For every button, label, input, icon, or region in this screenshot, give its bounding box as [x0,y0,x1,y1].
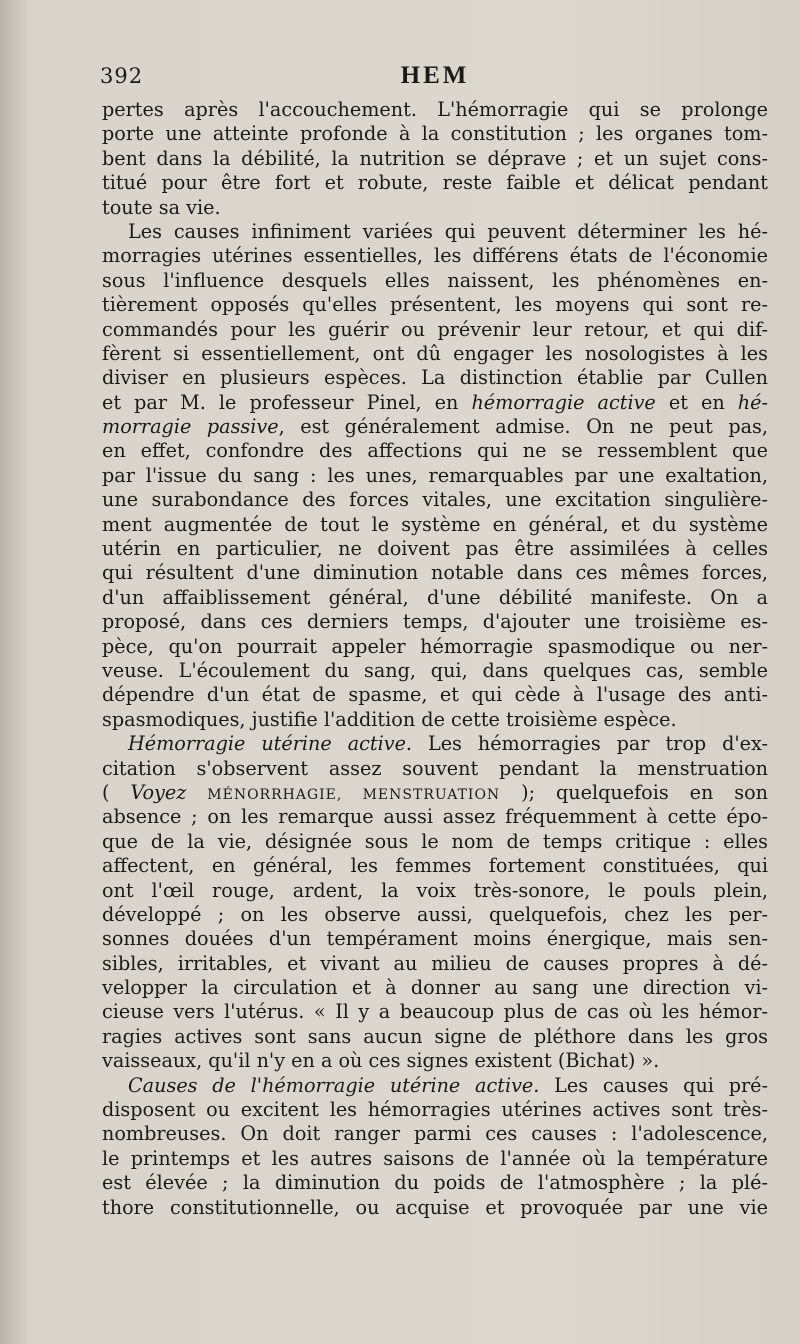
italic-segment: Voyez [130,780,187,804]
text-line [102,391,768,415]
text-segment: d'un affaiblissement général, d'une débilité manifeste. On a [102,585,768,609]
text-line [102,488,768,512]
text-segment: citation s'observent assez souvent pendant la menstruation [102,756,768,780]
small-caps-segment: MÉNORRHAGIE, MENSTRUATION [207,786,501,803]
text-segment: et par M. le professeur Pinel, en [102,390,472,414]
text-segment: velopper la circulation et à donner au sang une direction vi- [102,976,768,1000]
text-segment: est élevée ; la diminution du poids de l'atmosphère ; la plé- [102,1171,768,1195]
text-segment: sonnes douées d'un tempérament moins énergique, mais sen- [102,927,768,951]
text-line [102,342,768,366]
text-segment: veuse. L'écoulement du sang, qui, dans quelques cas, semble [102,658,768,682]
text-segment: nombreuses. On doit ranger parmi ces causes : l'adolescence, [102,1122,768,1146]
text-segment: thore constitutionnelle, ou acquise et provoquée par une vie [102,1195,768,1219]
text-line [102,610,768,634]
text-line [102,903,768,927]
text-segment: qui résultent d'une diminution notable dans ces mêmes forces, [102,561,768,585]
text-segment: fèrent si essentiellement, ont dû engager les nosologistes à les [102,341,768,365]
text-segment: disposent ou excitent les hémorragies utérines actives sont très- [102,1098,768,1122]
text-line [102,1098,768,1122]
text-line [102,586,768,610]
text-line [102,1074,768,1098]
text-segment: que de la vie, désignée sous le nom de temps critique : elles [102,829,768,853]
text-line [102,830,768,854]
text-line [102,147,768,171]
text-segment: pèce, qu'on pourrait appeler hémorragie spasmodique ou ner- [102,634,768,658]
text-line [102,1122,768,1146]
text-segment: Les causes infiniment variées qui peuvent déterminer les hé- [128,219,768,243]
text-line [102,1196,768,1220]
body-text [102,98,768,1220]
text-line [102,708,768,732]
text-segment: affectent, en général, les femmes fortement constituées, qui [102,854,768,878]
text-segment: ); quelquefois en son [500,780,768,804]
text-line [102,561,768,585]
text-line [102,269,768,293]
text-segment: le printemps et les autres saisons de l'année où la température [102,1146,768,1170]
italic-segment: hé- [737,390,768,414]
text-line [102,927,768,951]
text-segment: spasmodiques, justifie l'addition de cette troisième espèce. [102,707,677,731]
text-line [102,244,768,268]
text-segment: proposé, dans ces derniers temps, d'ajouter une troisième es- [102,610,768,634]
text-segment: et en [655,390,738,414]
text-line [102,537,768,561]
text-line [102,293,768,317]
italic-segment: Causes de l'hémorragie utérine active. [128,1073,540,1097]
text-line [102,464,768,488]
running-head: HEM [400,62,470,89]
text-segment: vaisseaux, qu'il n'y en a où ces signes existent (Bichat) ». [102,1049,660,1073]
text-line [102,1147,768,1171]
text-line [102,439,768,463]
text-segment: titué pour être fort et robute, reste faible et délicat pendant [102,171,768,195]
text-segment: par l'issue du sang : les unes, remarquables par une exaltation, [102,463,768,487]
text-segment: , est généralement admise. On ne peut pas, [278,415,768,439]
text-segment: ont l'œil rouge, ardent, la voix très-sonore, le pouls plein, [102,878,768,902]
text-line [102,366,768,390]
text-line [102,318,768,342]
text-line [102,854,768,878]
text-segment: cieuse vers l'utérus. « Il y a beaucoup plus de cas où les hémor- [102,1000,768,1024]
italic-segment: morragie passive [102,415,279,439]
text-line [102,976,768,1000]
italic-segment: hémorragie active [471,390,656,414]
text-line [102,1000,768,1024]
text-line [102,732,768,756]
text-segment: ragies actives sont sans aucun signe de pléthore dans les gros [102,1024,768,1048]
text-segment: diviser en plusieurs espèces. La distinction établie par Cullen [102,366,768,390]
text-line [102,1171,768,1195]
italic-segment: Hémorragie utérine active. [128,732,413,756]
text-segment: tièrement opposés qu'elles présentent, les moyens qui sont re- [102,293,768,317]
text-segment: toute sa vie. [102,195,221,219]
text-segment [186,781,207,804]
text-segment: absence ; on les remarque aussi assez fréquemment à cette épo- [102,805,768,829]
text-segment: sous l'influence desquels elles naissent, les phénomènes en- [102,268,768,292]
text-segment: bent dans la débilité, la nutrition se déprave ; et un sujet cons- [102,146,768,170]
text-line [102,1049,768,1073]
text-line [102,805,768,829]
text-line [102,952,768,976]
text-segment: commandés pour les guérir ou prévenir leur retour, et qui dif- [102,317,768,341]
text-segment: sibles, irritables, et vivant au milieu de causes propres à dé- [102,951,768,975]
text-line [102,415,768,439]
text-line [102,171,768,195]
text-segment: développé ; on les observe aussi, quelquefois, chez les per- [102,902,768,926]
text-line [102,683,768,707]
text-line [102,781,768,805]
text-segment: porte une atteinte profonde à la constitution ; les organes tom- [102,122,768,146]
text-segment: utérin en particulier, ne doivent pas être assimilées à celles [102,537,768,561]
text-line [102,513,768,537]
text-segment: morragies utérines essentielles, les différens états de l'économie [102,244,768,268]
text-segment: en effet, confondre des affections qui ne se ressemblent que [102,439,768,463]
page-header [100,62,770,96]
text-segment: ( [102,780,131,804]
text-line [102,879,768,903]
text-line [102,1025,768,1049]
text-line [102,122,768,146]
text-line [102,220,768,244]
text-line [102,196,768,220]
text-line [102,98,768,122]
text-segment: Les hémorragies par trop d'ex- [412,732,768,756]
page-number: 392 [100,64,144,88]
text-segment: dépendre d'un état de spasme, et qui cède à l'usage des anti- [102,683,768,707]
text-segment: pertes après l'accouchement. L'hémorragie qui se prolonge [102,98,768,121]
text-line [102,757,768,781]
text-line [102,659,768,683]
text-line [102,635,768,659]
text-segment: ment augmentée de tout le système en général, et du système [102,512,768,536]
text-segment: Les causes qui pré- [539,1073,768,1097]
text-segment: une surabondance des forces vitales, une excitation singulière- [102,488,768,512]
